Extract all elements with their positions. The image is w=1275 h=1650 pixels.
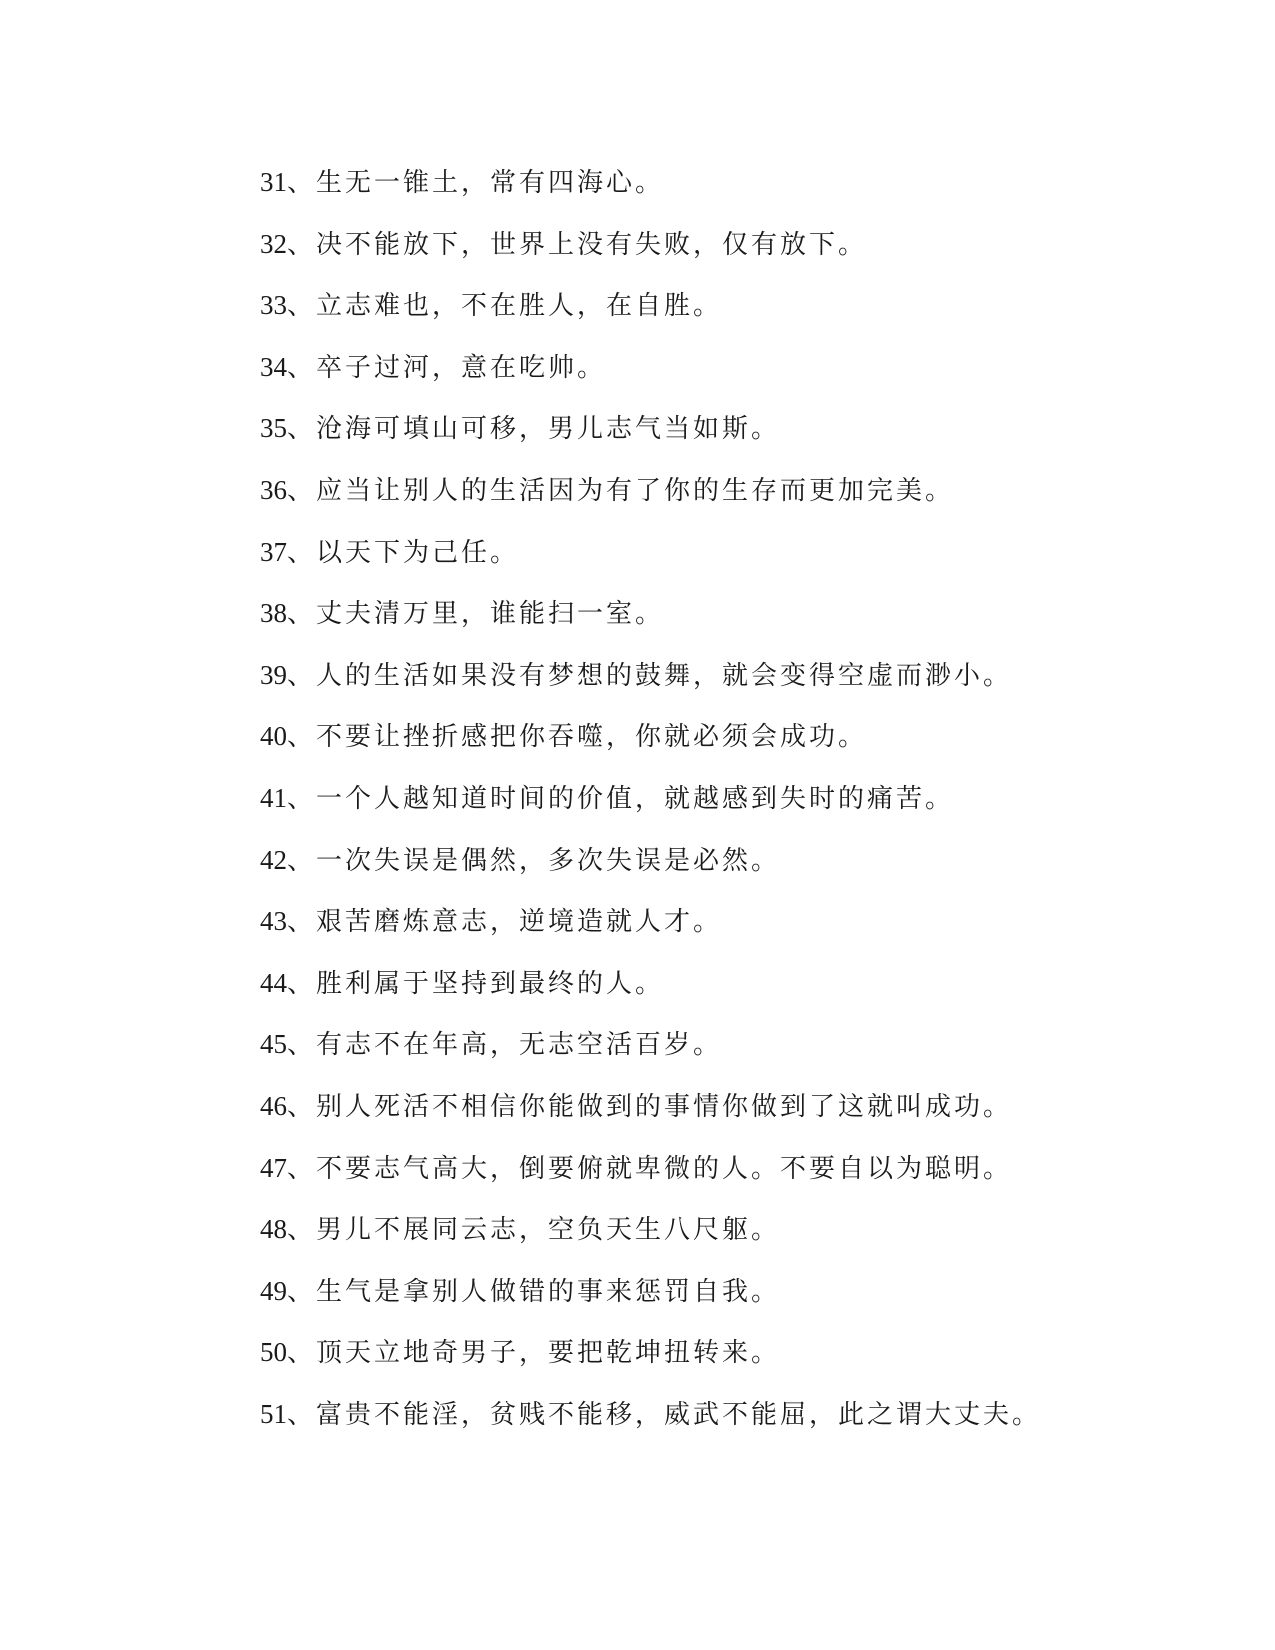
quote-item-39: [260, 655, 1041, 717]
quote-number: 48: [260, 1214, 287, 1245]
quote-text: 、卒子过河，意在吃帅。: [287, 352, 607, 383]
quote-item-34: [260, 347, 1041, 409]
quote-number: 31: [260, 167, 287, 197]
quote-item-50: [260, 1332, 1041, 1394]
quote-item-44: [260, 963, 1041, 1025]
quote-text: 、不要志气高大，倒要俯就卑微的人。不要自以为聪明。: [287, 1153, 1013, 1184]
quote-number: 40: [260, 721, 287, 752]
quote-text: 、男儿不展同云志，空负天生八尺躯。: [287, 1215, 781, 1246]
quote-number: 36: [260, 474, 287, 505]
quote-text: 、沧海可填山可移，男儿志气当如斯。: [287, 414, 781, 445]
quote-item-51: [260, 1394, 1041, 1456]
quote-number: 35: [260, 413, 287, 444]
quote-item-40: [260, 716, 1041, 778]
quote-number: 34: [260, 351, 287, 382]
quote-number: 46: [260, 1090, 287, 1121]
quote-item-46: [260, 1086, 1041, 1148]
quote-text: 、别人死活不相信你能做到的事情你做到了这就叫成功。: [287, 1091, 1013, 1122]
quote-number: 32: [260, 228, 287, 259]
quote-item-42: [260, 840, 1041, 902]
quote-item-32: [260, 224, 1041, 286]
quote-text: 、顶天立地奇男子，要把乾坤扭转来。: [287, 1338, 781, 1369]
quote-list: [260, 162, 1041, 1455]
quote-text: 、艰苦磨炼意志，逆境造就人才。: [287, 907, 723, 938]
quote-text: 、立志难也，不在胜人，在自胜。: [287, 291, 723, 322]
quote-item-48: [260, 1209, 1041, 1271]
quote-number: 44: [260, 967, 287, 998]
quote-text: 、以天下为己任。: [287, 537, 520, 568]
quote-text: 、决不能放下，世界上没有失败，仅有放下。: [287, 229, 868, 260]
quote-text: 、不要让挫折感把你吞噬，你就必须会成功。: [287, 722, 868, 753]
quote-number: 41: [260, 782, 287, 813]
quote-number: 51: [260, 1398, 287, 1429]
quote-item-33: [260, 285, 1041, 347]
quote-item-49: [260, 1271, 1041, 1333]
quote-number: 42: [260, 844, 287, 875]
quote-text: 、一个人越知道时间的价值，就越感到失时的痛苦。: [287, 783, 955, 814]
quote-item-31: [260, 162, 1041, 224]
quote-item-43: [260, 901, 1041, 963]
quote-text: 、有志不在年高，无志空活百岁。: [287, 1030, 723, 1061]
quote-text: 、富贵不能淫，贫贱不能移，威武不能屈，此之谓大丈夫。: [287, 1399, 1042, 1430]
quote-text: 、生气是拿别人做错的事来惩罚自我。: [287, 1276, 781, 1307]
quote-number: 43: [260, 906, 287, 937]
quote-text: 、人的生活如果没有梦想的鼓舞，就会变得空虚而渺小。: [287, 660, 1013, 691]
quote-item-35: [260, 408, 1041, 470]
quote-item-37: [260, 532, 1041, 594]
quote-number: 37: [260, 536, 287, 567]
quote-item-47: [260, 1148, 1041, 1210]
quote-text: 、丈夫清万里，谁能扫一室。: [287, 599, 665, 630]
quote-item-36: [260, 470, 1041, 532]
quote-number: 50: [260, 1337, 287, 1368]
quote-number: 45: [260, 1029, 287, 1060]
quote-number: 39: [260, 659, 287, 690]
quote-number: 47: [260, 1152, 287, 1183]
quote-number: 33: [260, 290, 287, 321]
quote-item-38: [260, 593, 1041, 655]
quote-number: 49: [260, 1275, 287, 1306]
quote-text: 、应当让别人的生活因为有了你的生存而更加完美。: [287, 475, 955, 506]
quote-text: 、一次失误是偶然，多次失误是必然。: [287, 845, 781, 876]
quote-number: 38: [260, 598, 287, 629]
quote-text: 、生无一锥土，常有四海心。: [287, 168, 665, 198]
quote-text: 、胜利属于坚持到最终的人。: [287, 968, 665, 999]
quote-item-45: [260, 1024, 1041, 1086]
quote-item-41: [260, 778, 1041, 840]
